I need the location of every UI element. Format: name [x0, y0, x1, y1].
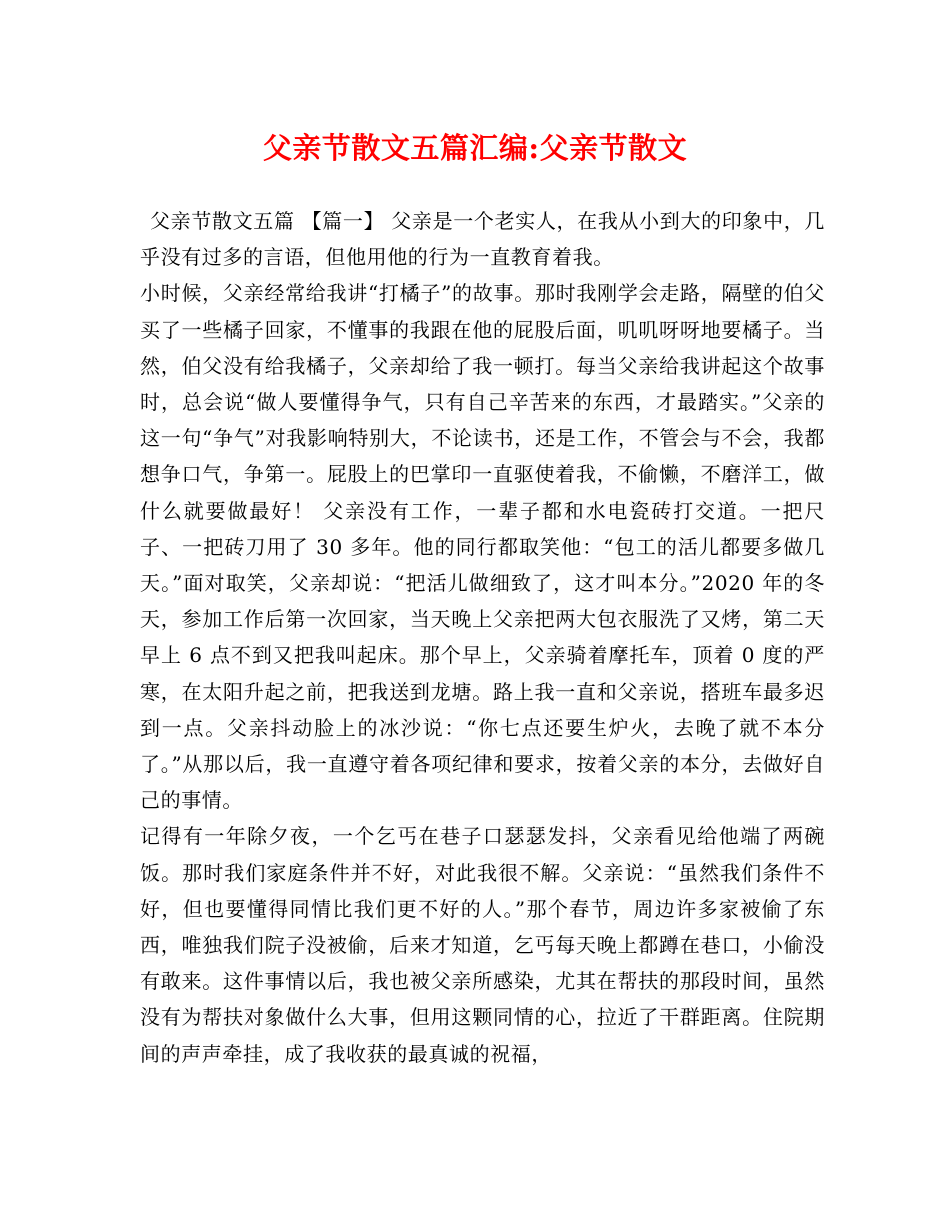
document-title: 父亲节散文五篇汇编:父亲节散文 [262, 131, 688, 165]
document-body [140, 203, 825, 1072]
paragraph-2: 小时候，父亲经常给我讲“打橘子”的故事。那时我刚学会走路，隔壁的伯父买了一些橘子回家，不懂事的我跟在他的屁股后面，叽叽呀呀地要橘子。当然，伯父没有给我橘子，父亲却给了我一顿打。每当父亲给我讲起这个故事时，总会说“做人要懂得争气，只有自己辛苦来的东西，才最踏实。”父亲的这一句“争气”对我影响特别大，不论读书，还是工作，不管会与不会，我都想争口气，争第一。屁股上的巴掌印一直驱使着我，不偷懒，不磨洋工，做什么就要做最好！ 父亲没有工作，一辈子都和水电瓷砖打交道。一把尺子、一把砖刀用了 30 多年。他的同行都取笑他：“包工的活儿都要多做几天。”面对取笑，父亲却说：“把活儿做细致了，这才叫本分。”2020 年的冬天，参加工作后第一次回家，当天晚上父亲把两大包衣服洗了又烤，第二天早上 6 点不到又把我叫起床。那个早上，父亲骑着摩托车，顶着 0 度的严寒，在太阳升起之前，把我送到龙塘。路上我一直和父亲说，搭班车最多迟到一点。父亲抖动脸上的冰沙说：“你七点还要生炉火，去晚了就不本分了。”从那以后，我一直遵守着各项纪律和要求，按着父亲的本分，去做好自己的事情。 [140, 281, 825, 813]
paragraph-3: 记得有一年除夕夜，一个乞丐在巷子口瑟瑟发抖，父亲看见给他端了两碗饭。那时我们家庭条件并不好，对此我很不解。父亲说：“虽然我们条件不好，但也要懂得同情比我们更不好的人。”那个春节，周边许多家被偷了东西，唯独我们院子没被偷，后来才知道，乞丐每天晚上都蹲在巷口，小偷没有敢来。这件事情以后，我也被父亲所感染，尤其在帮扶的那段时间，虽然没有为帮扶对象做什么大事，但用这颗同情的心，拉近了干群距离。住院期间的声声牵挂，成了我收获的最真诚的祝福， [140, 824, 825, 1066]
paragraph-1: 父亲节散文五篇 【篇一】 父亲是一个老实人，在我从小到大的印象中，几乎没有过多的言语，但他用他的行为一直教育着我。 [140, 209, 825, 270]
